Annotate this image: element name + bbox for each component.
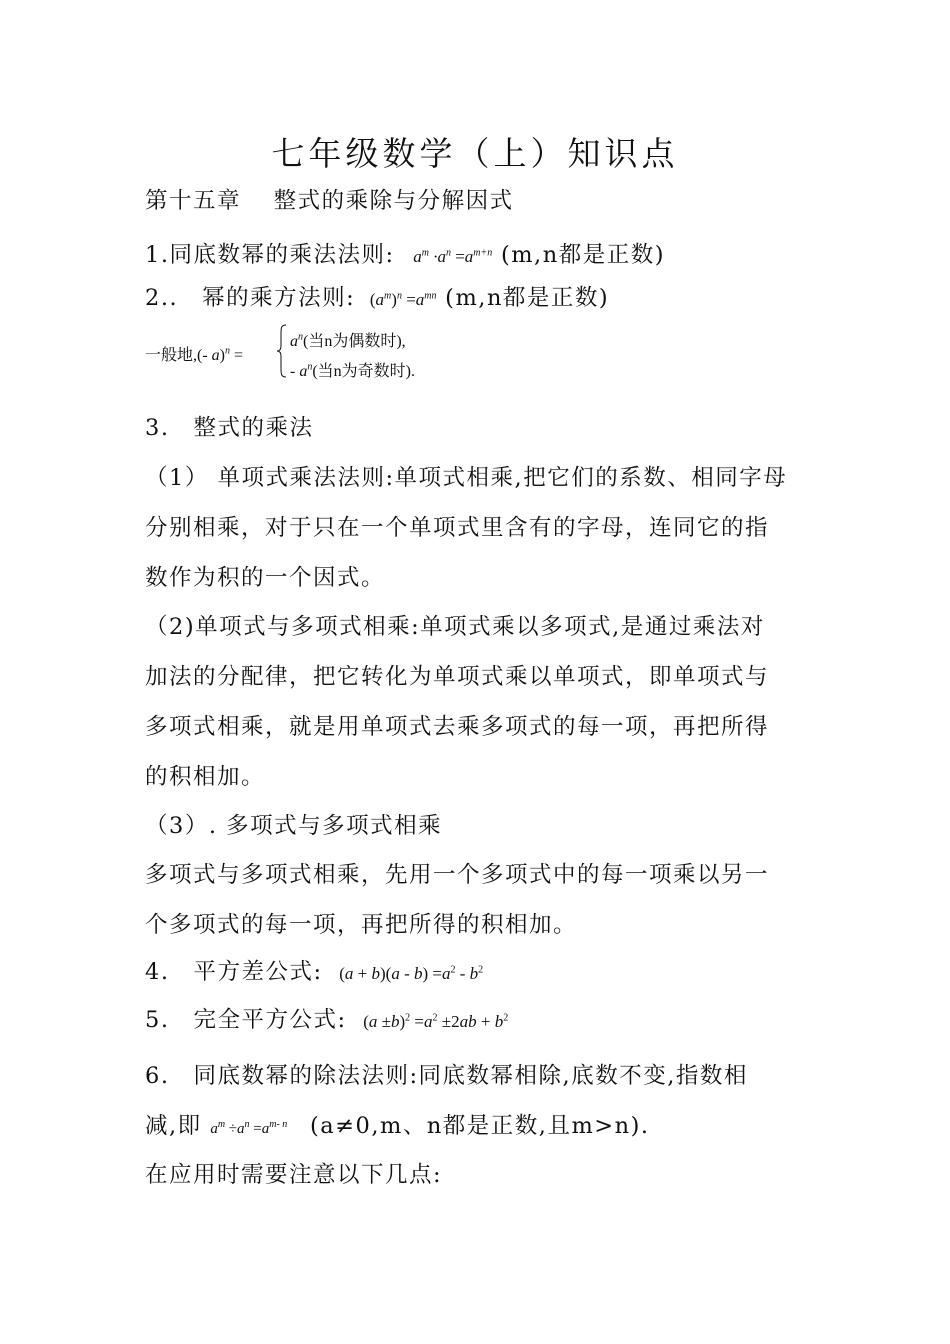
para-1-line-2: 分别相乘，对于只在一个单项式里含有的字母，连同它的指 <box>145 515 770 541</box>
section-6-line-2: 减,即 $a^m \div a^n =a^{m- n}$ (a≠0,m、n都是正数,且m>n). <box>145 1113 650 1139</box>
difference-of-squares-formula: $(a + b)(a - b) =a^2 - b^2$ <box>339 964 484 983</box>
rule-2-formula: $(a^m)^n =a^{mn}$ <box>369 290 437 309</box>
rule-2-condition: (m,n都是正数) <box>445 285 610 311</box>
note-line: 在应用时需要注意以下几点: <box>145 1162 443 1188</box>
rule-1 <box>145 237 665 269</box>
para-2-line-2: 加法的分配律，把它转化为单项式乘以单项式，即单项式与 <box>145 664 770 690</box>
division-rule-condition: (a≠0,m、n都是正数,且m>n). <box>309 1113 650 1139</box>
section-5-label: 5. 完全平方公式: <box>145 1007 347 1033</box>
brace-icon <box>277 324 287 378</box>
rule-1-formula: $a^m \cdot a^n =a^{m+n}$ <box>413 247 493 266</box>
general-case-even: $a^n$(当n为偶数时), <box>290 331 406 350</box>
rule-1-condition: (m,n都是正数) <box>500 242 665 268</box>
para-3-line-2: 个多项式的每一项，再把所得的积相加。 <box>145 912 578 938</box>
division-rule-formula: $a^m \div a^n =a^{m- n}$ <box>210 1119 288 1137</box>
para-2-line-1: （2)单项式与多项式相乘:单项式乘以多项式,是通过乘法对 <box>145 614 765 640</box>
section-3-heading: 3. 整式的乘法 <box>145 415 314 441</box>
para-3-heading: （3）. 多项式与多项式相乘 <box>145 813 443 839</box>
para-2-line-4: 的积相加。 <box>145 764 266 790</box>
rule-2-label: 2.. 幂的乘方法则: <box>145 285 356 311</box>
general-case-lhs: 一般地,(- a)$^n$ = <box>145 345 244 364</box>
section-6-line-1: 6. 同底数幂的除法法则:同底数幂相除,底数不变,指数相 <box>145 1063 748 1089</box>
rule-1-label: 1.同底数幂的乘法法则: <box>145 242 395 268</box>
chapter-heading: 第十五章 整式的乘除与分解因式 <box>145 188 514 214</box>
para-2-line-3: 多项式相乘，就是用单项式去乘多项式的每一项，再把所得 <box>145 714 770 740</box>
general-case-odd: - $a^n$(当n为奇数时). <box>290 361 415 380</box>
rule-2 <box>145 280 609 312</box>
para-1-line-1: （1） 单项式乘法法则:单项式相乘,把它们的系数、相同字母 <box>145 465 788 491</box>
page-title: 七年级数学（上）知识点 <box>271 134 679 173</box>
section-5 <box>145 1002 508 1034</box>
para-1-line-3: 数作为积的一个因式。 <box>145 565 386 591</box>
section-4-label: 4. 平方差公式: <box>145 959 323 985</box>
perfect-square-formula: $(a \pm b)^2 =a^2 \pm 2ab + b^2$ <box>363 1012 509 1031</box>
para-3-line-1: 多项式与多项式相乘，先用一个多项式中的每一项乘以另一 <box>145 862 770 888</box>
general-case-formula <box>145 322 545 382</box>
section-4 <box>145 954 483 986</box>
